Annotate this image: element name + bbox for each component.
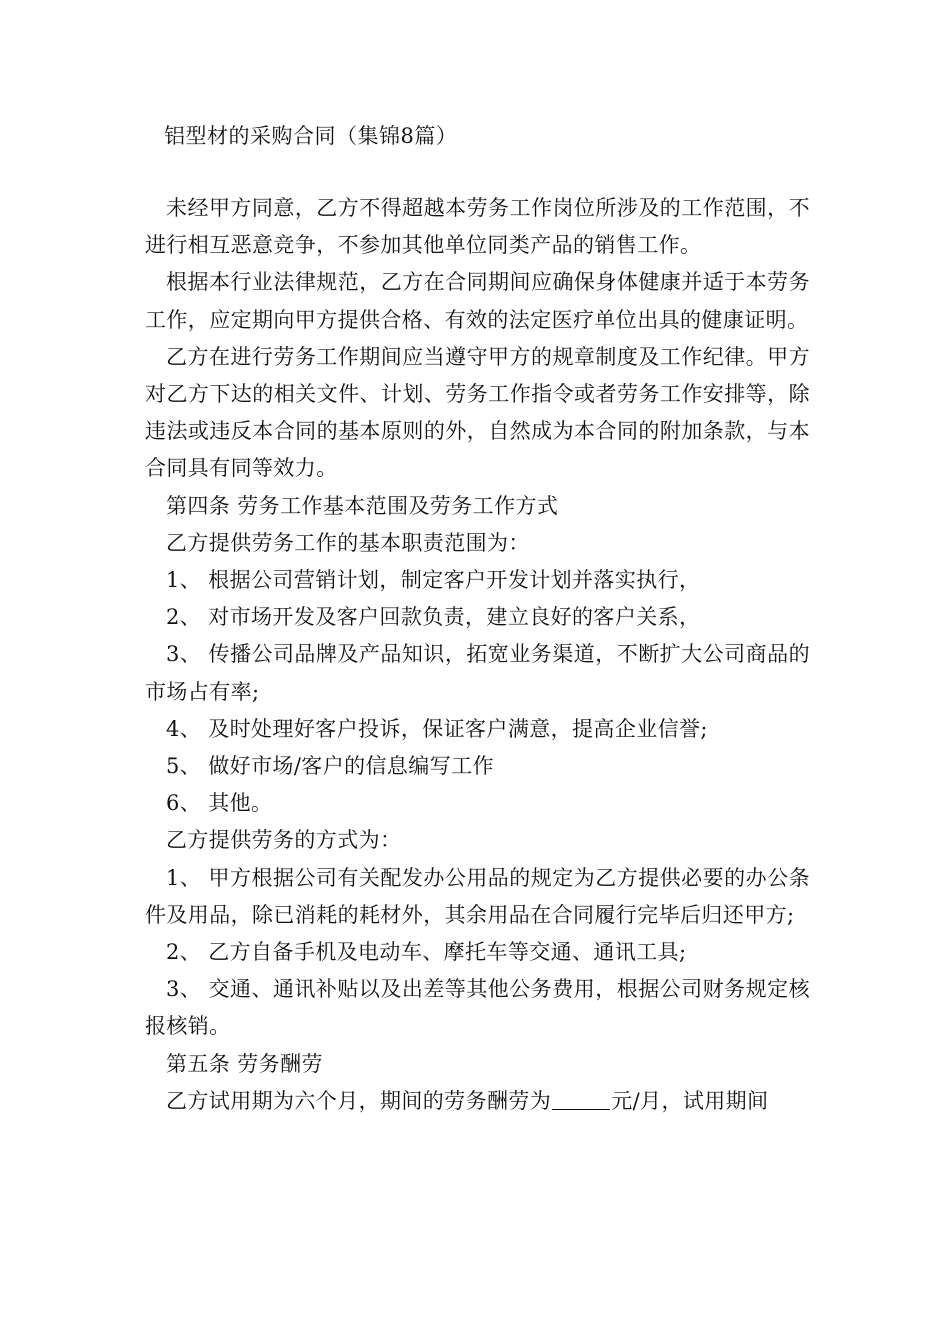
probation-pay-text-after: 元/月，试用期间: [611, 1088, 769, 1113]
list-item-method-2: 2、 乙方自备手机及电动车、摩托车等交通、通讯工具;: [166, 940, 687, 965]
list-item-duty-2: 2、 对市场开发及客户回款负责，建立良好的客户关系，: [166, 605, 701, 630]
section-heading-article-4: 第四条 劳务工作基本范围及劳务工作方式: [166, 493, 559, 518]
list-item-method-3: 3、 交通、通讯补贴以及出差等其他公务费用，根据公司财务规定核报核销。: [145, 977, 810, 1039]
paragraph-rules-discipline: 乙方在进行劳务工作期间应当遵守甲方的规章制度及工作纪律。甲方对乙方下达的相关文件、计划、劳务工作指令或者劳务工作安排等，除违法或违反本合同的基本原则的外，自然成为本合同的附加条款，与本合同具有同等效力。: [145, 344, 810, 481]
list-item-duty-6: 6、 其他。: [166, 791, 273, 816]
section-heading-article-5: 第五条 劳务酬劳: [166, 1051, 323, 1076]
paragraph-duties-intro: 乙方提供劳务工作的基本职责范围为：: [166, 530, 530, 555]
paragraph-health-certificate: 根据本行业法律规范，乙方在合同期间应确保身体健康并适于本劳务工作，应定期向甲方提供合格、有效的法定医疗单位出具的健康证明。: [145, 270, 810, 332]
document-body: [145, 190, 810, 1120]
paragraph-probation-pay: [145, 1083, 810, 1120]
probation-pay-text-before: 乙方试用期为六个月，期间的劳务酬劳为: [166, 1088, 552, 1113]
list-item-duty-3: 3、 传播公司品牌及产品知识，拓宽业务渠道，不断扩大公司商品的市场占有率;: [145, 642, 810, 704]
paragraph-scope-limit: 未经甲方同意，乙方不得超越本劳务工作岗位所涉及的工作范围，不进行相互恶意竞争，不参加其他单位同类产品的销售工作。: [145, 196, 810, 258]
list-item-duty-1: 1、 根据公司营销计划，制定客户开发计划并落实执行，: [166, 568, 701, 593]
salary-blank-line: [552, 1089, 610, 1110]
list-item-method-1: 1、 甲方根据公司有关配发办公用品的规定为乙方提供必要的办公条件及用品，除已消耗的耗材外，其余用品在合同履行完毕后归还甲方;: [145, 865, 810, 927]
document-title: 铝型材的采购合同（集锦8篇）: [164, 124, 458, 148]
paragraph-method-intro: 乙方提供劳务的方式为：: [166, 828, 402, 853]
list-item-duty-5: 5、 做好市场/客户的信息编写工作: [166, 754, 494, 779]
list-item-duty-4: 4、 及时处理好客户投诉，保证客户满意，提高企业信誉;: [166, 716, 708, 741]
